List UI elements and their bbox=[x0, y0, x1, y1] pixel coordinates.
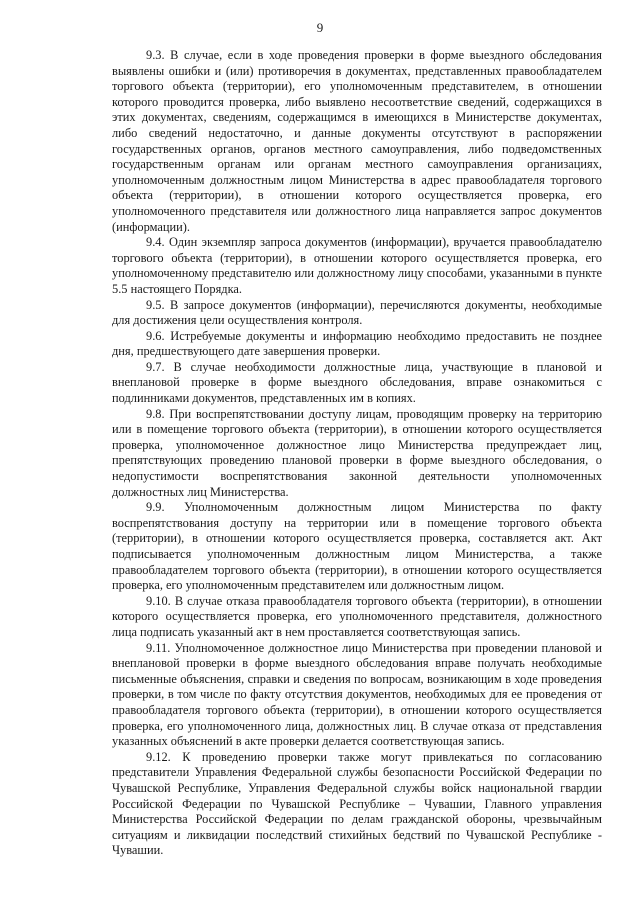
document-body bbox=[112, 48, 602, 859]
paragraph-9-8: 9.8. При воспрепятствовании доступу лицам, проводящим проверку на территорию или в помещение торгового объекта (территории), в отношении которого осуществляется проверка, уполномоченное должностное лицо Министерства предупреждает лиц, препятствующих проведению плановой проверки в форме выездного обследования, о недопустимости воспрепятствования законной деятельности уполномоченных должностных лиц Министерства. bbox=[112, 406, 602, 499]
paragraph-9-11: 9.11. Уполномоченное должностное лицо Министерства при проведении плановой и внеплановой проверки в форме выездного обследования вправе получать необходимые письменные объяснения, справки и сведения по вопросам, возникающим в ходе проведения проверки, в том числе по факту отсутствия документов, необходимых для ее проведения от правообладателя торгового объекта (территории), в отношении которого осуществляется проверка, его уполномоченного лица, должностных лиц. В случае отказа от представления указанных объяснений в акте проверки делается соответствующая запись. bbox=[112, 640, 602, 749]
paragraph-9-3: 9.3. В случае, если в ходе проведения проверки в форме выездного обследования выявлены ошибки и (или) противоречия в документах, представленных правообладателем торгового объекта (территории), его уполномоченным представителем, в отношении которого проводится проверка, либо выявлено несоответствие сведений, содержащихся в этих документах, сведениям, содержащимся в имеющихся в Министерстве документах, либо сведений недостаточно, и данные документы отсутствуют в распоряжении государственных органов, органов местного самоуправления, либо подведомственных государственным органам или органам местного самоуправления организациях, уполномоченным должностным лицом Министерства в адрес правообладателя торгового объекта (территории), в отношении которого осуществляется проверка, его уполномоченного представителя или должностного лица направляется запрос документов (информации). bbox=[112, 48, 602, 234]
paragraph-9-7: 9.7. В случае необходимости должностные лица, участвующие в плановой и внеплановой проверке в форме выездного обследования, вправе ознакомиться с подлинниками документов, представленных им в копиях. bbox=[112, 359, 602, 406]
paragraph-9-12: 9.12. К проведению проверки также могут привлекаться по согласованию представители Управления Федеральной службы безопасности Российской Федерации по Чувашской Республике, Управления Федеральной службы войск национальной гвардии Российской Федерации по Чувашской Республике – Чувашии, Главного управления Министерства Российской Федерации по делам гражданской обороны, чрезвычайным ситуациям и ликвидации последствий стихийных бедствий по Чувашской Республике - Чувашии. bbox=[112, 749, 602, 858]
paragraph-9-10: 9.10. В случае отказа правообладателя торгового объекта (территории), в отношении которого осуществляется проверка, его уполномоченного представителя, должностного лица подписать указанный акт в нем проставляется соответствующая запись. bbox=[112, 593, 602, 639]
paragraph-9-4: 9.4. Один экземпляр запроса документов (информации), вручается правообладателю торгового объекта (территории), в отношении которого осуществляется проверка, его уполномоченному представителю или должностному лицу способами, указанными в пункте 5.5 настоящего Порядка. bbox=[112, 235, 602, 296]
paragraph-9-6: 9.6. Истребуемые документы и информацию необходимо предоставить не позднее дня, предшествующего дате завершения проверки. bbox=[112, 328, 602, 359]
page-number: 9 bbox=[316, 20, 324, 35]
paragraph-9-5: 9.5. В запросе документов (информации), перечисляются документы, необходимые для достижения цели осуществления контроля. bbox=[112, 297, 602, 328]
paragraph-9-9: 9.9. Уполномоченным должностным лицом Министерства по факту воспрепятствования доступу на территории или в помещение торгового объекта (территории), в отношении которого осуществляется проверка, составляется акт. Акт подписывается уполномоченным должностным лицом Министерства, а также правообладателем торгового объекта (территории), в отношении которого осуществляется проверка, его уполномоченным представителем или должностным лицом. bbox=[112, 500, 602, 593]
